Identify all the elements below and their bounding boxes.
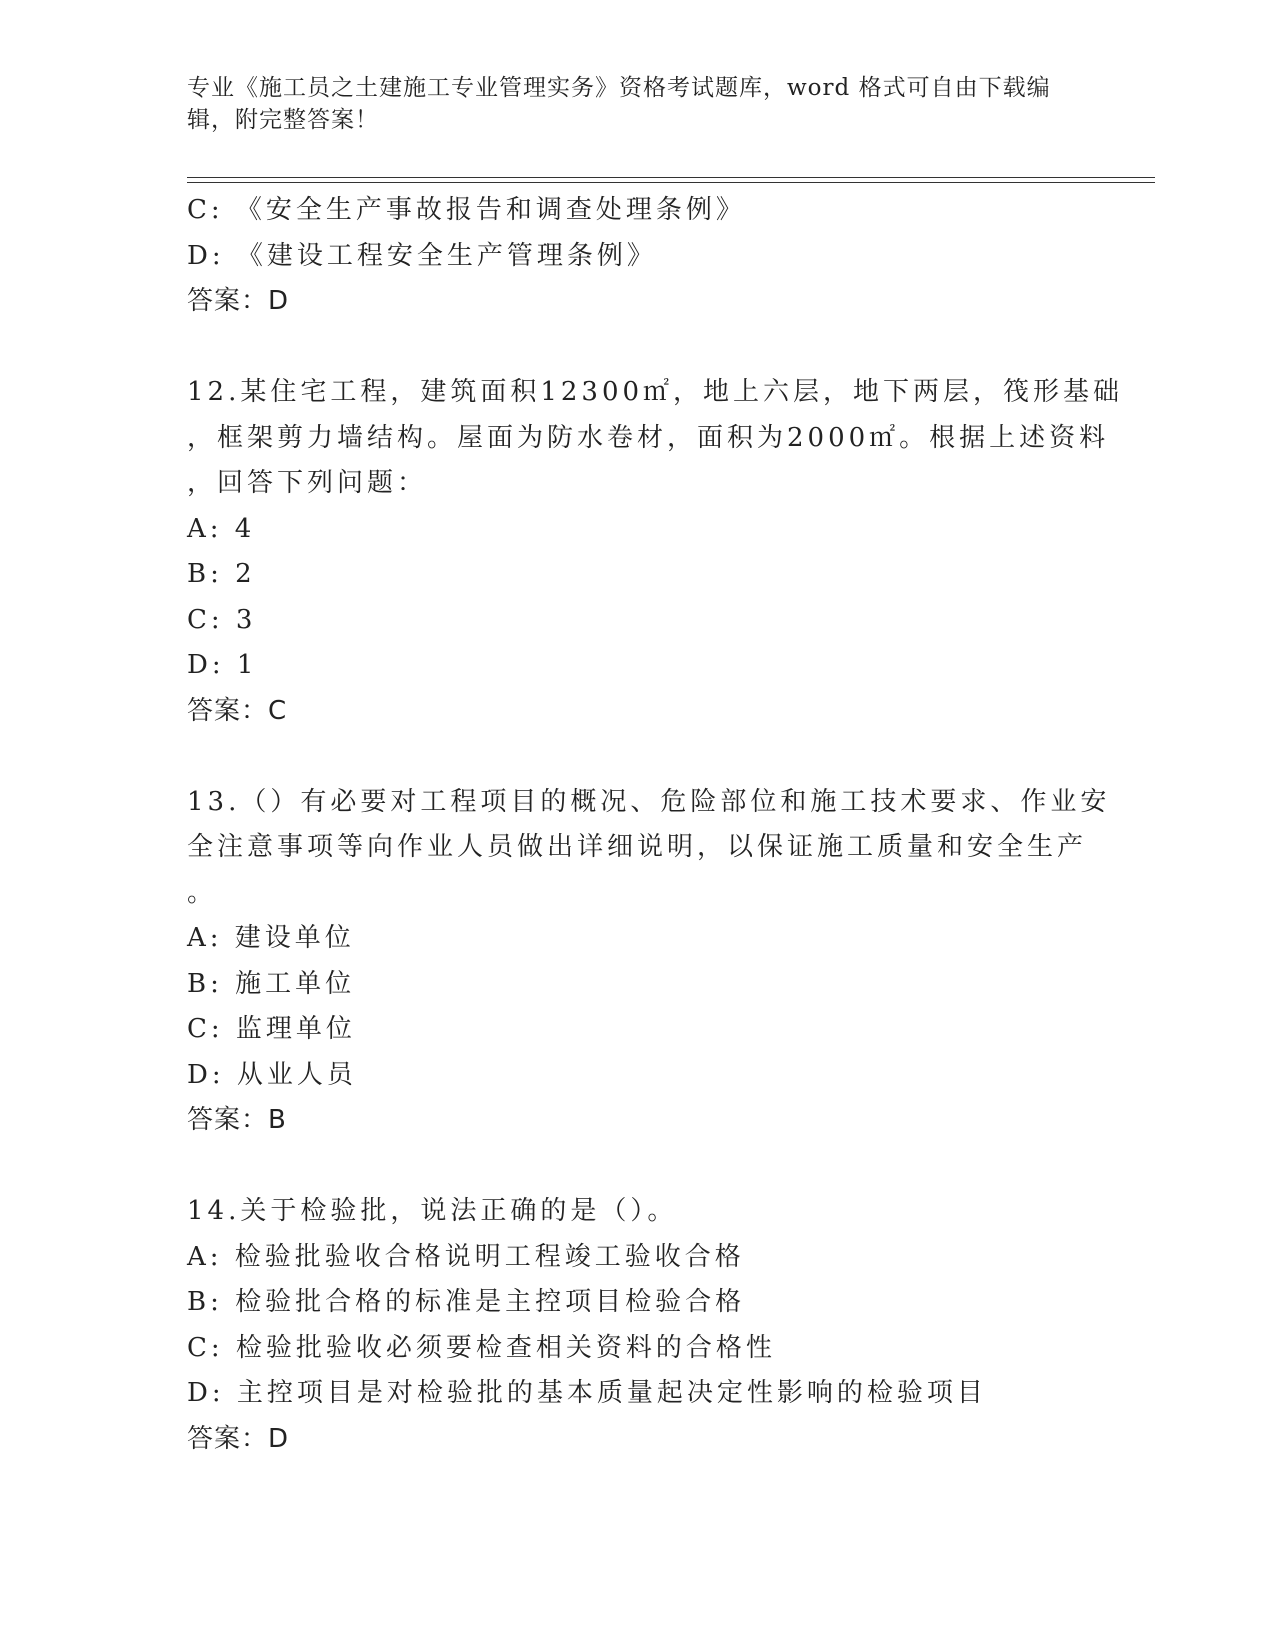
document-header [187,72,1067,136]
option-d: D: 1 [187,650,258,680]
option-b: B: 检验批合格的标准是主控项目检验合格 [187,1287,746,1317]
question-text-line: 14.关于检验批，说法正确的是（）。 [187,1196,678,1226]
option-c: C: 检验批验收必须要检查相关资料的合格性 [187,1332,776,1363]
option-b: B: 2 [187,559,256,589]
option-d: D: 《建设工程安全生产管理条例》 [187,240,657,271]
option-c: C: 《安全生产事故报告和调查处理条例》 [187,195,746,225]
question-14 [187,1189,1087,1462]
question-text-line: 全注意事项等向作业人员做出详细说明，以保证施工质量和安全生产 [187,832,1088,862]
header-rule-top [187,177,1155,178]
option-c: C: 3 [187,604,257,635]
answer: 答案：C [187,695,288,726]
question-text-line: 12.某住宅工程，建筑面积12300㎡，地上六层，地下两层，筏形基础 [187,377,1124,407]
header-line-1: 专业《施工员之土建施工专业管理实务》资格考试题库，word 格式可自由下载编 [187,75,1051,101]
question-content [187,188,1124,1462]
option-d: D: 从业人员 [187,1059,357,1090]
question-text-line: ，框架剪力墙结构。屋面为防水卷材，面积为2000㎡。根据上述资料 [187,422,1110,453]
question-13 [187,780,1111,1144]
option-b: B: 施工单位 [187,968,356,999]
header-rule-bottom [187,182,1155,183]
question-12 [187,370,1124,734]
answer: 答案：B [187,1105,287,1135]
question-text-line: 13.（）有必要对工程项目的概况、危险部位和施工技术要求、作业安 [187,786,1111,817]
question-text-line: 。 [187,877,218,908]
option-a: A: 检验批验收合格说明工程竣工验收合格 [187,1241,745,1272]
question-text-line: ，回答下列问题： [187,468,428,498]
option-a: A: 建设单位 [187,923,355,953]
option-a: A: 4 [187,513,256,544]
answer: 答案：D [187,1423,290,1454]
option-c: C: 监理单位 [187,1014,356,1044]
header-line-2: 辑，附完整答案！ [187,107,379,133]
answer: 答案：D [187,286,290,316]
carryover-question [187,188,1087,325]
option-d: D: 主控项目是对检验批的基本质量起决定性影响的检验项目 [187,1378,987,1408]
